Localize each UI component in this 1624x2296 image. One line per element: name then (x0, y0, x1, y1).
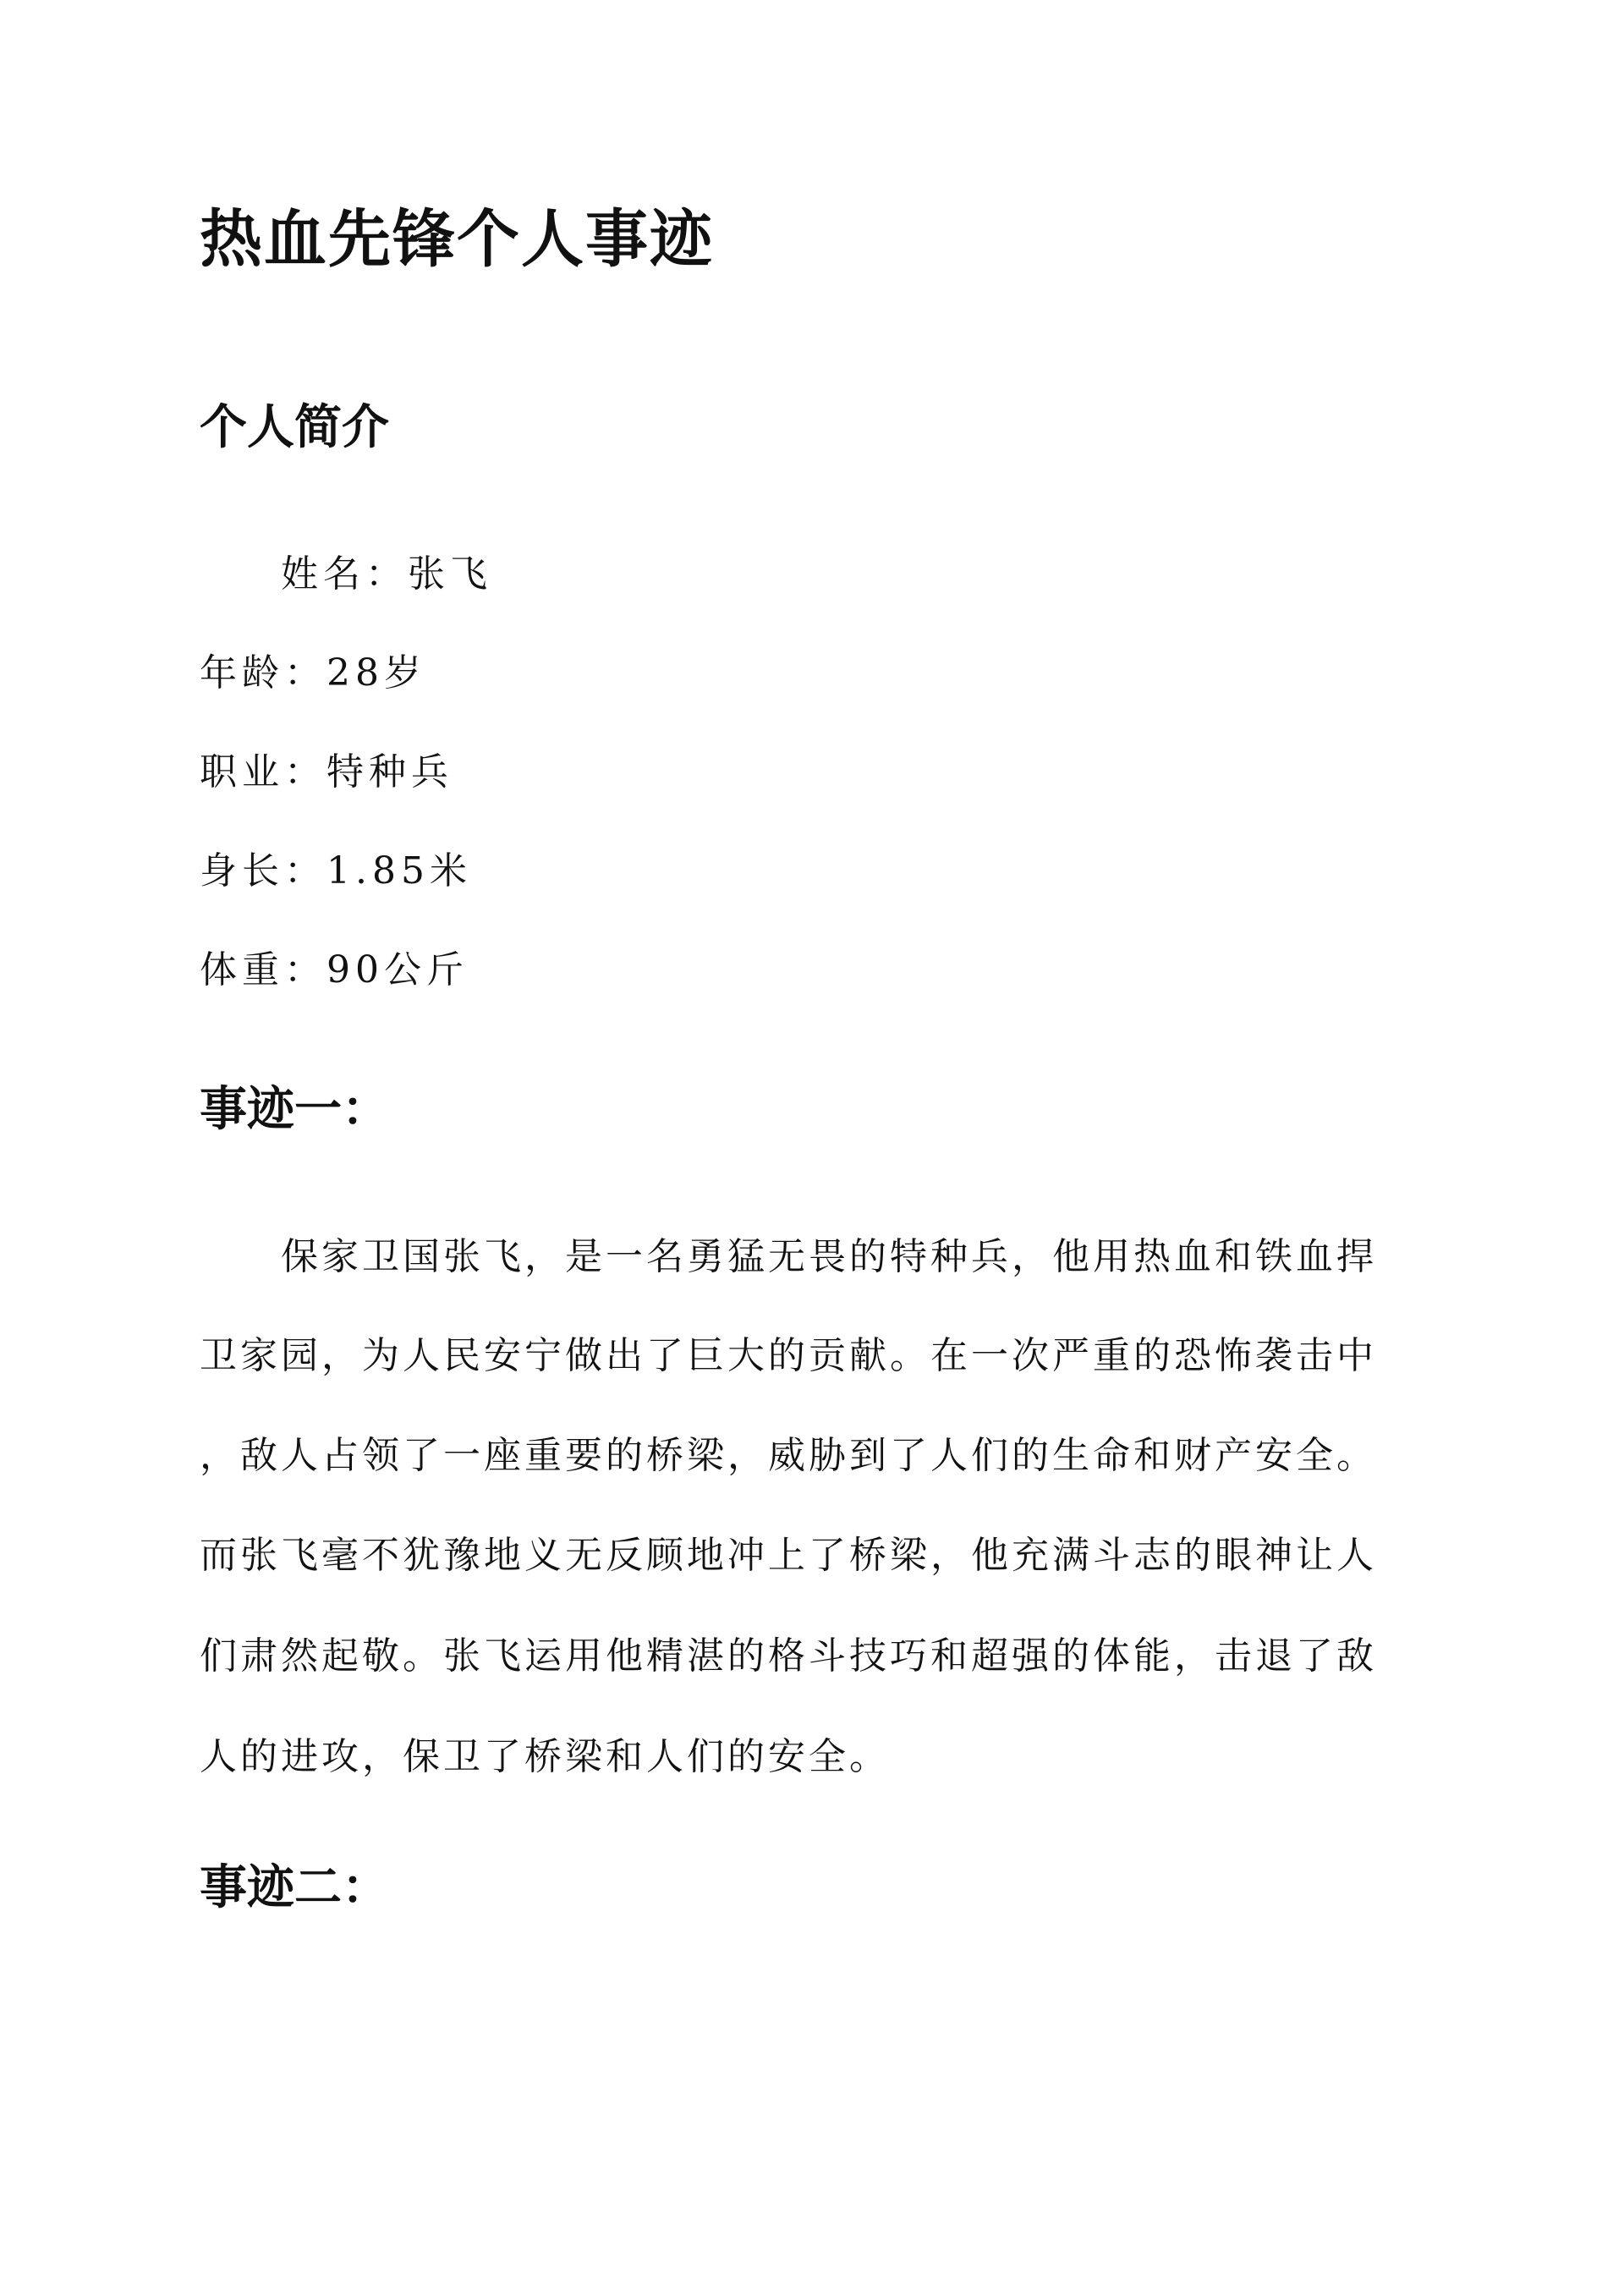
profile-age-line: 年龄：28岁 (200, 651, 426, 695)
document-title: 热血先锋个人事迹 (200, 203, 714, 276)
profile-occupation-line: 职业：特种兵 (200, 750, 453, 794)
deed-one-paragraph-line: 保家卫国张飞，是一名勇猛无畏的特种兵，他用热血和铁血捍 (281, 1235, 1377, 1278)
profile-name-line: 姓名：张飞 (281, 552, 492, 596)
deed-one-paragraph-line: 而张飞毫不犹豫地义无反顾地冲上了桥梁，他充满斗志的眼神让人 (200, 1534, 1377, 1577)
profile-height-line: 身长：1.85米 (200, 849, 472, 893)
deed-one-paragraph-line: ，敌人占领了一座重要的桥梁，威胁到了人们的生命和财产安全。 (200, 1434, 1377, 1477)
deed-one-paragraph-line: 人的进攻，保卫了桥梁和人们的安全。 (200, 1735, 890, 1778)
profile-heading: 个人简介 (200, 399, 389, 455)
deed-one-heading: 事迹一： (200, 1081, 389, 1137)
deed-one-paragraph-line: 卫家园，为人民安宁做出了巨大的贡献。在一次严重的恐怖袭击中 (200, 1334, 1377, 1377)
profile-weight-line: 体重：90公斤 (200, 948, 469, 991)
deed-two-heading: 事迹二： (200, 1859, 389, 1915)
deed-one-paragraph-line: 们肃然起敬。张飞运用他精湛的格斗技巧和超强的体能，击退了敌 (200, 1634, 1377, 1678)
